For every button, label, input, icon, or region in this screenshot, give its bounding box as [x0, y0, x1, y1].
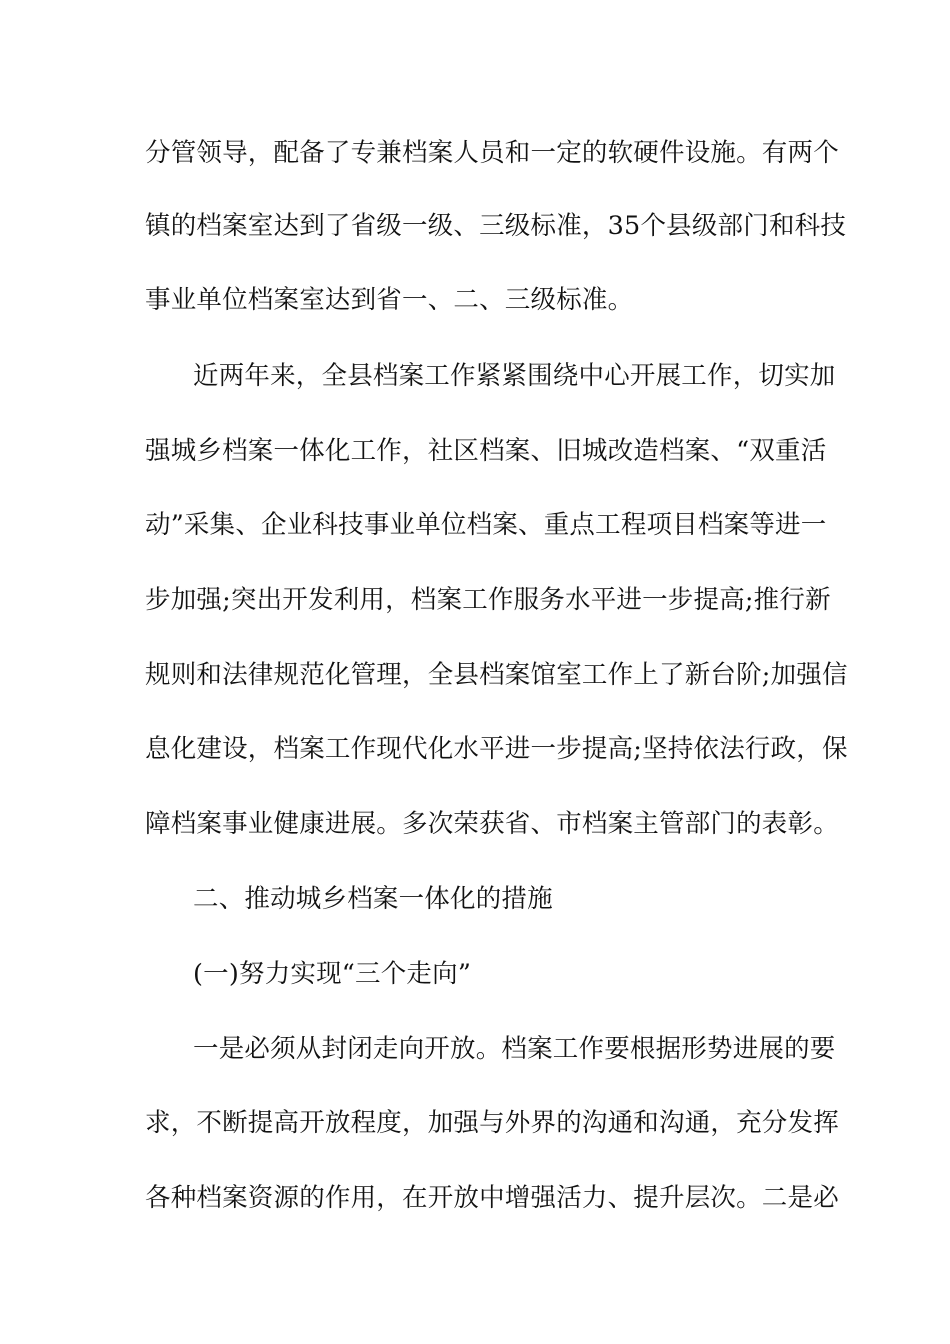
paragraph-line: 一是必须从封闭走向开放。档案工作要根据形势进展的要	[193, 1034, 836, 1064]
paragraph-line: 息化建设，档案工作现代化水平进一步提高;坚持依法行政，保	[145, 734, 848, 764]
paragraph-line: 强城乡档案一体化工作，社区档案、旧城改造档案、“双重活	[145, 436, 827, 466]
paragraph-line: 动”采集、企业科技事业单位档案、重点工程项目档案等进一	[145, 510, 827, 540]
paragraph-line: 镇的档案室达到了省级一级、三级标准，35个县级部门和科技	[145, 211, 847, 241]
paragraph-line: 步加强;突出开发利用，档案工作服务水平进一步提高;推行新	[145, 585, 831, 615]
paragraph-line: 各种档案资源的作用，在开放中增强活力、提升层次。二是必	[145, 1183, 839, 1213]
paragraph-line: 障档案事业健康进展。多次荣获省、市档案主管部门的表彰。	[145, 809, 839, 839]
section-heading: 二、推动城乡档案一体化的措施	[193, 884, 553, 914]
paragraph-line: 求，不断提高开放程度，加强与外界的沟通和沟通，充分发挥	[145, 1108, 839, 1138]
subsection-heading: (一)努力实现“三个走向”	[193, 959, 472, 989]
paragraph-line: 分管领导，配备了专兼档案人员和一定的软硬件设施。有两个	[145, 138, 839, 168]
paragraph-line: 规则和法律规范化管理，全县档案馆室工作上了新台阶;加强信	[145, 660, 848, 690]
paragraph-line: 事业单位档案室达到省一、二、三级标准。	[145, 285, 634, 315]
paragraph-line: 近两年来，全县档案工作紧紧围绕中心开展工作，切实加	[193, 361, 836, 391]
